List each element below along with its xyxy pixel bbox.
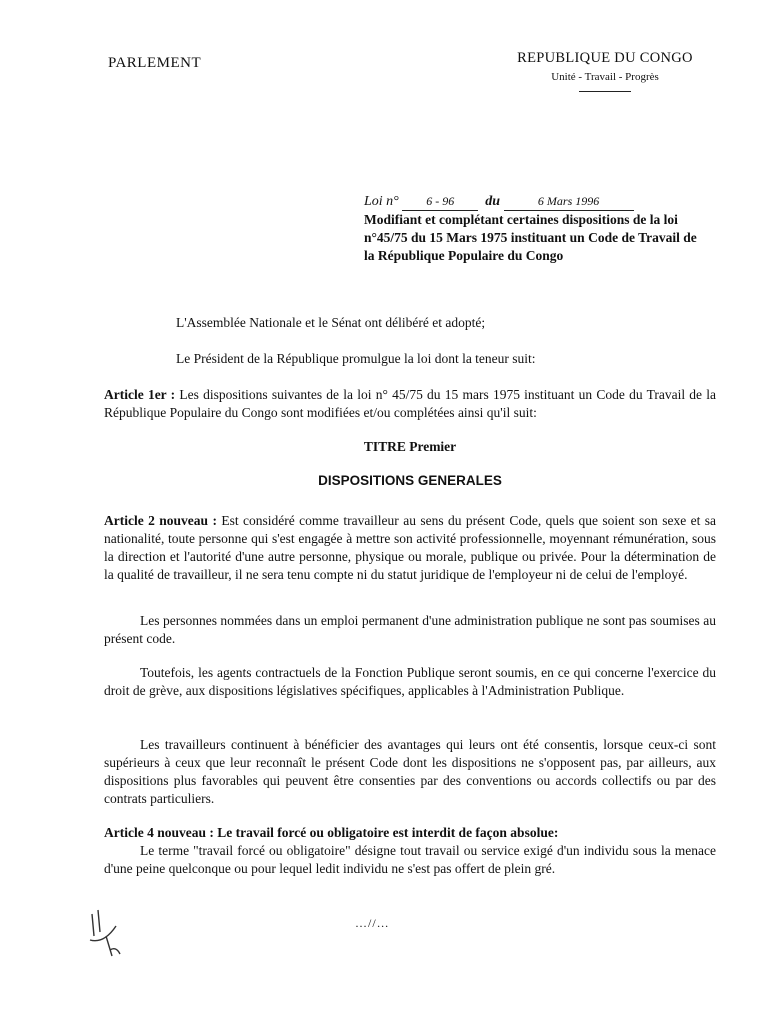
law-date: 6 Mars 1996 bbox=[504, 192, 634, 211]
article-1 bbox=[104, 386, 716, 422]
law-du: du bbox=[485, 194, 501, 209]
article-4-text: Le travail forcé ou obligatoire est interdit de façon absolue: bbox=[217, 825, 559, 840]
article-4-para-1 bbox=[104, 824, 716, 842]
law-subject: Modifiant et complétant certaines dispositions de la loi n°45/75 du 15 Mars 1975 instituant un Code de Travail de la République Populaire du Congo bbox=[364, 212, 697, 263]
law-title-block bbox=[364, 192, 704, 265]
article-2-para-4: Les travailleurs continuent à bénéficier des avantages qui leurs ont été consentis, lorsque ceux-ci sont supérieurs à ceux que leur reconnaît le présent Code dont les dispositions ne s'opposent pas, par ailleurs, aux dispositions plus favorables qui peuvent être consenties par des conventions ou accords collectifs ou par des contrats particuliers. bbox=[104, 737, 716, 806]
article-2-para-3: Toutefois, les agents contractuels de la Fonction Publique seront soumis, en ce qui concerne l'exercice du droit de grève, aux dispositions législatives spécifiques, applicables à l'Administration Publique. bbox=[104, 665, 716, 698]
handwritten-initials bbox=[86, 906, 126, 966]
preamble-line-2: Le Président de la République promulgue la loi dont la teneur suit: bbox=[176, 351, 536, 366]
country-header bbox=[500, 50, 710, 92]
article-2-text: Est considéré comme travailleur au sens du présent Code, quels que soient son sexe et sa nationalité, toute personne qui s'est engagée à mettre son activité professionnelle, moyennant rémunération, sous la direction et l'autorité d'une autre personne, physique ou morale, publique ou privée. Pour la détermination de la qualité de travailleur, il ne sera tenu compte ni du statut juridique de l'employeur ni de celui de l'employé. bbox=[104, 513, 717, 582]
national-motto: Unité - Travail - Progrès bbox=[551, 71, 659, 83]
titre-heading: TITRE Premier bbox=[363, 439, 457, 454]
header-rule bbox=[579, 91, 631, 92]
country-name: REPUBLIQUE DU CONGO bbox=[517, 50, 693, 66]
article-1-label: Article 1er : bbox=[104, 387, 176, 402]
article-4-label: Article 4 nouveau : bbox=[104, 825, 214, 840]
article-1-text: Les dispositions suivantes de la loi n° 45/75 du 15 mars 1975 instituant un Code du Travail de la République Populaire du Congo sont modifiées et/ou complétées ainsi qu'il suit: bbox=[104, 387, 716, 420]
article-2-para-2: Les personnes nommées dans un emploi permanent d'une administration publique ne sont pas soumises au présent code. bbox=[104, 613, 716, 646]
law-number: 6 - 96 bbox=[402, 192, 478, 211]
parliament-header: PARLEMENT bbox=[108, 55, 202, 71]
preamble-line-1: L'Assemblée Nationale et le Sénat ont délibéré et adopté; bbox=[176, 315, 486, 330]
article-2-para-1 bbox=[104, 512, 716, 584]
law-prefix: Loi n° bbox=[364, 194, 399, 209]
article-4-para-2: Le terme "travail forcé ou obligatoire" désigne tout travail ou service exigé d'un individu sous la menace d'une peine quelconque ou pour lequel ledit individu ne s'est pas offert de plein gré. bbox=[104, 843, 716, 876]
article-2-label: Article 2 nouveau : bbox=[104, 513, 217, 528]
page-continuation-mark: …//… bbox=[355, 916, 390, 930]
law-number-line bbox=[364, 192, 704, 211]
section-heading: DISPOSITIONS GENERALES bbox=[318, 473, 502, 488]
